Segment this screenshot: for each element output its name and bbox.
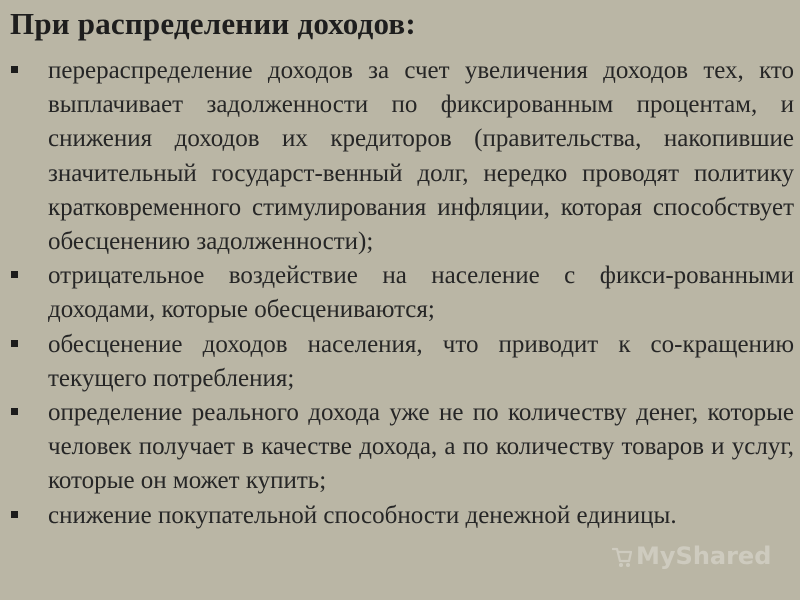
watermark-text: MyShared: [636, 542, 772, 570]
list-item: [8, 54, 794, 259]
list-item-text: обесценение доходов населения, что приводит к со-кращению текущего потребления;: [48, 330, 794, 392]
square-bullet-icon: [11, 66, 18, 73]
list-item: [8, 499, 794, 533]
square-bullet-icon: [11, 511, 18, 518]
square-bullet-icon: [11, 271, 18, 278]
list-item: [8, 396, 794, 499]
watermark: [612, 540, 772, 574]
list-item: [8, 259, 794, 327]
square-bullet-icon: [11, 340, 18, 347]
bullet-list: [8, 54, 794, 533]
slide-title: При распределении доходов:: [10, 6, 416, 41]
list-item: [8, 328, 794, 396]
list-item-text: снижение покупательной способности денежной единицы.: [48, 501, 677, 529]
square-bullet-icon: [11, 408, 18, 415]
list-item-text: перераспределение доходов за счет увеличения доходов тех, кто выплачивает задолженности по фиксированным процентам, и снижения доходов их кредиторов (правительства, накопившие значительный государст-венный долг, нередко проводят политику кратковременного стимулирования инфляции, которая способствует обесценению задолженности);: [48, 57, 794, 256]
list-item-text: определение реального дохода уже не по количеству денег, которые человек получает в качестве дохода, а по количеству товаров и услуг, которые он может купить;: [48, 399, 794, 495]
cart-icon: [612, 546, 632, 568]
list-item-text: отрицательное воздействие на население с фикси-рованными доходами, которые обесцениваются;: [48, 262, 794, 324]
